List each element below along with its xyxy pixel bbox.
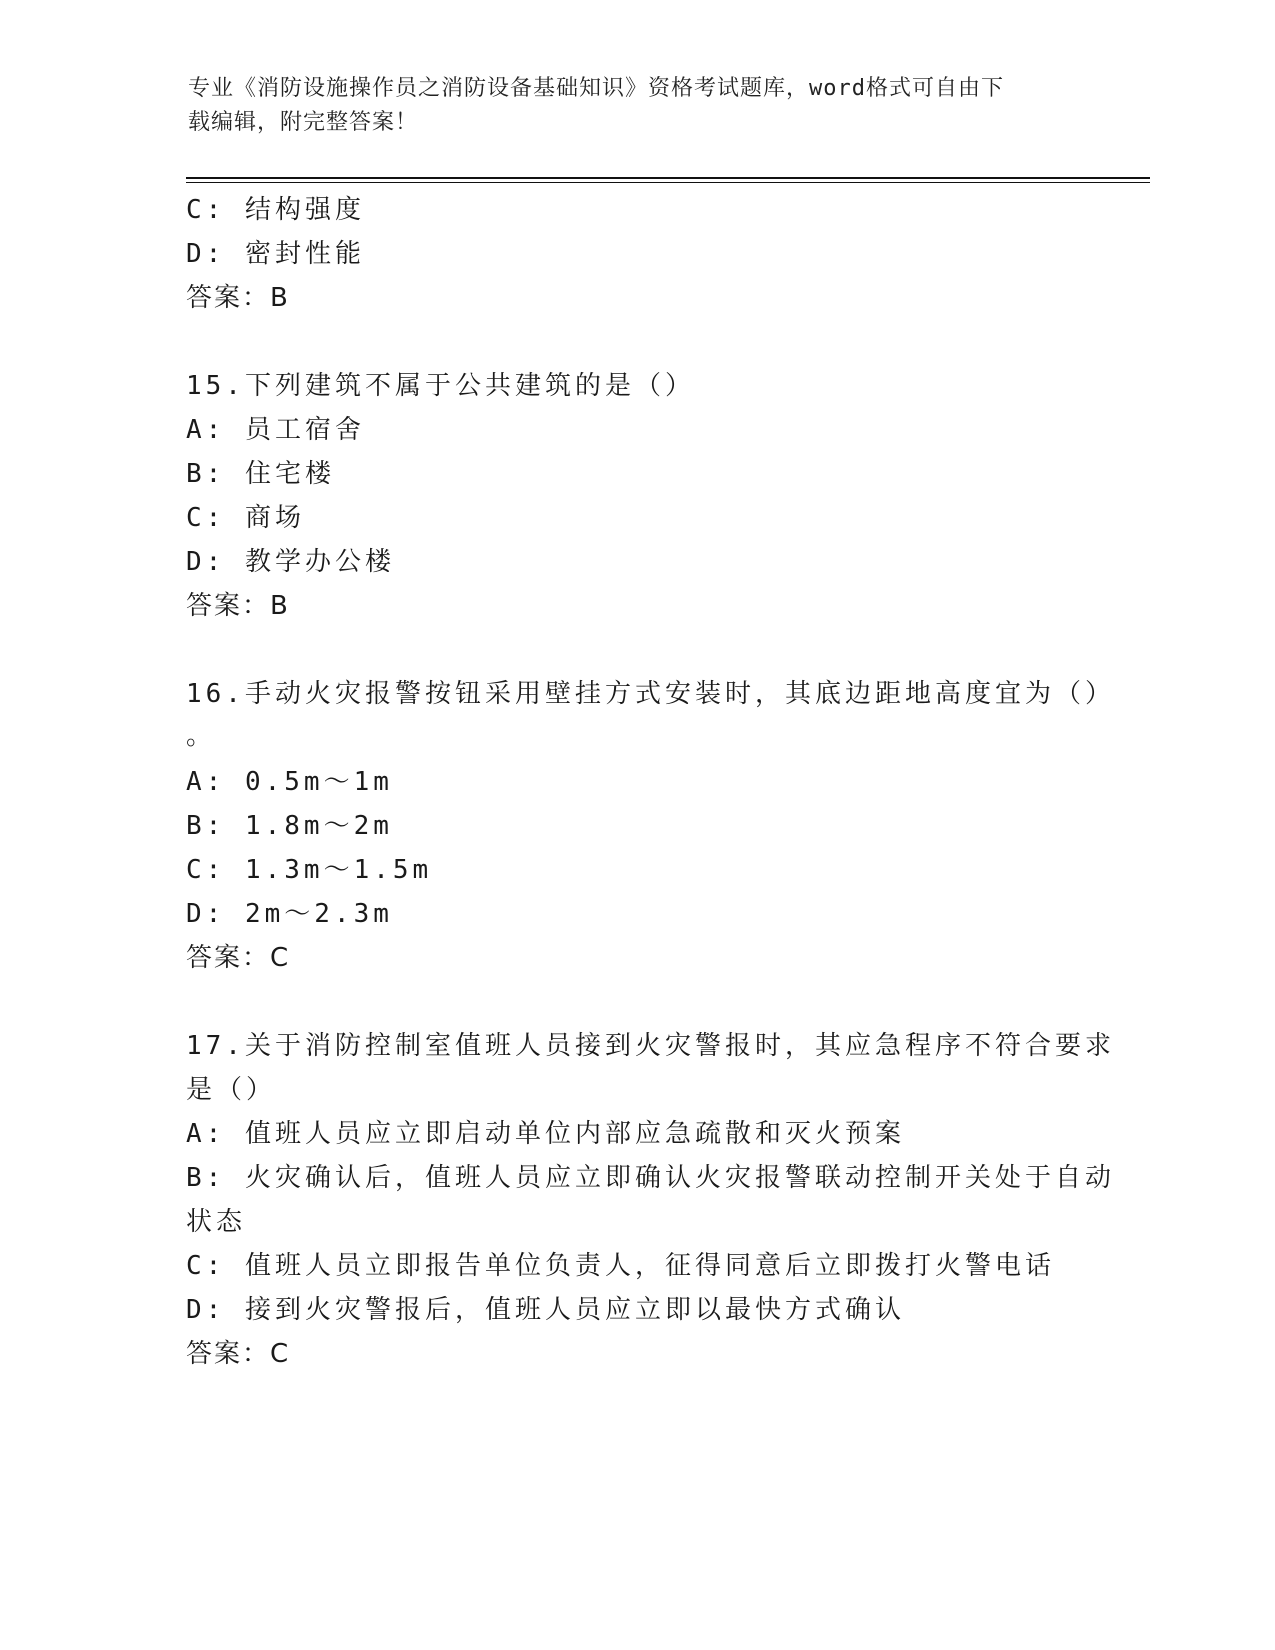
q15-stem: 15.下列建筑不属于公共建筑的是（）	[186, 371, 695, 401]
q15-option-a: A: 员工宿舍	[186, 415, 365, 445]
q17-option-b-line-2: 状态	[186, 1207, 247, 1237]
q15-option-b: B: 住宅楼	[186, 459, 335, 489]
q17-option-b-line-1: B: 火灾确认后，值班人员应立即确认火灾报警联动控制开关处于自动	[186, 1163, 1115, 1193]
q16-option-a: A: 0.5m～1m	[186, 767, 393, 797]
q15-option-d: D: 教学办公楼	[186, 547, 395, 577]
document-header	[188, 72, 1088, 140]
q16-answer: 答案：C	[186, 943, 291, 973]
header-line-1: 专业《消防设施操作员之消防设备基础知识》资格考试题库，word格式可自由下	[188, 76, 1004, 101]
q17-stem-line-1: 17.关于消防控制室值班人员接到火灾警报时，其应急程序不符合要求	[186, 1031, 1115, 1061]
q16-stem-line-2: 。	[186, 721, 217, 751]
header-divider-thin	[186, 182, 1150, 183]
header-divider-thick	[186, 177, 1150, 179]
header-line-2: 载编辑，附完整答案！	[188, 110, 419, 135]
q17-option-a: A: 值班人员应立即启动单位内部应急疏散和灭火预案	[186, 1119, 905, 1149]
q17-option-d: D: 接到火灾警报后，值班人员应立即以最快方式确认	[186, 1295, 905, 1325]
q17-option-c: C: 值班人员立即报告单位负责人，征得同意后立即拨打火警电话	[186, 1251, 1055, 1281]
q16-option-d: D: 2m～2.3m	[186, 899, 393, 929]
q16-stem-line-1: 16.手动火灾报警按钮采用壁挂方式安装时，其底边距地高度宜为（）	[186, 679, 1115, 709]
q17-stem-line-2: 是（）	[186, 1075, 277, 1105]
q15-option-c: C: 商场	[186, 503, 305, 533]
q14-option-c: C: 结构强度	[186, 195, 365, 225]
q16-option-c: C: 1.3m～1.5m	[186, 855, 433, 885]
q15-answer: 答案：B	[186, 591, 290, 621]
q17-answer: 答案：C	[186, 1339, 291, 1369]
q16-option-b: B: 1.8m～2m	[186, 811, 393, 841]
q14-answer: 答案：B	[186, 283, 290, 313]
q14-option-d: D: 密封性能	[186, 239, 365, 269]
